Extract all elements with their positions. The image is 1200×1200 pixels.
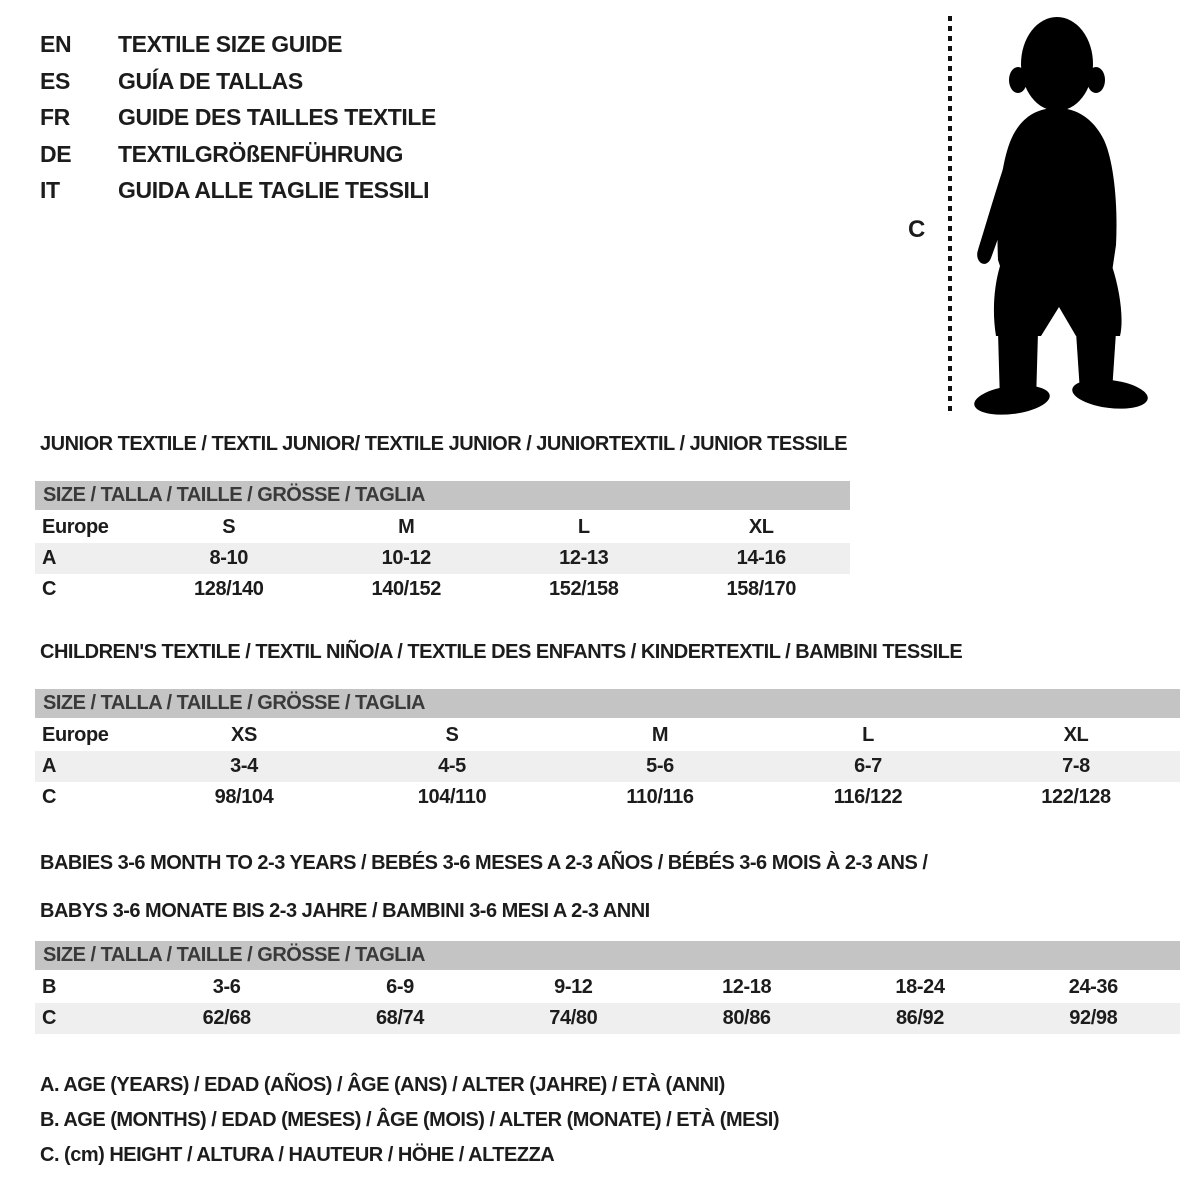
section-title-line1: BABIES 3-6 MONTH TO 2-3 YEARS / BEBÉS 3-6 MESES A 2-3 AÑOS / BÉBÉS 3-6 MOIS À 2-3 ANS / [40,852,928,874]
table-cell: 128/140 [194,578,264,600]
table-cell: S [222,516,236,538]
table-cell: 4-5 [438,755,466,777]
row-label: B [42,976,57,998]
size-header-bar: SIZE / TALLA / TAILLE / GRÖSSE / TAGLIA [35,689,1180,718]
table-cell: 14-16 [736,547,786,569]
table-cell: 140/152 [371,578,441,600]
table-body [35,720,1180,813]
row-label: A [42,547,57,569]
table-cell: 92/98 [1069,1007,1118,1029]
row-label: A [42,755,57,777]
table-cell: 12-18 [722,976,772,998]
footnote-a: A. AGE (YEARS) / EDAD (AÑOS) / ÂGE (ANS) / ALTER (JAHRE) / ETÀ (ANNI) [40,1074,725,1096]
language-code: EN [40,31,72,57]
height-dashed-line [948,16,952,416]
table-row [35,782,1180,813]
row-label: C [42,578,57,600]
table-cell: L [862,724,874,746]
table-cell: 152/158 [549,578,619,600]
language-code: DE [40,140,72,167]
section-title: JUNIOR TEXTILE / TEXTIL JUNIOR/ TEXTILE JUNIOR / JUNIORTEXTIL / JUNIOR TESSILE [40,433,848,455]
table-cell: 8-10 [209,547,248,569]
table-cell: 80/86 [722,1007,771,1029]
table-cell: 158/170 [726,578,796,600]
measure-footnotes [40,1068,779,1173]
table-row [35,512,850,543]
row-label: Europe [42,516,109,538]
table-cell: 24-36 [1068,976,1118,998]
babies-size-table [35,941,1180,1034]
children-size-table [35,689,1180,813]
language-code: FR [40,104,70,130]
table-cell: 122/128 [1041,786,1111,808]
table-cell: XS [231,724,257,746]
size-header-bar: SIZE / TALLA / TAILLE / GRÖSSE / TAGLIA [35,941,1180,970]
table-cell: 110/116 [626,786,694,808]
table-cell: 5-6 [646,755,674,777]
section-children-textile [35,641,1180,813]
table-cell: 3-4 [230,755,258,777]
footnote-b: B. AGE (MONTHS) / EDAD (MESES) / ÂGE (MOIS) / ALTER (MONATE) / ETÀ (MESI) [40,1109,780,1131]
section-title: CHILDREN'S TEXTILE / TEXTIL NIÑO/A / TEXTILE DES ENFANTS / KINDERTEXTIL / BAMBINI TESSILE [40,641,963,663]
language-row-fr [40,99,436,136]
table-row [35,751,1180,782]
section-title [35,846,1180,929]
section-junior-textile [35,433,850,605]
guide-title: TEXTILGRÖßENFÜHRUNG [118,140,403,167]
table-row [35,543,850,574]
table-cell: 7-8 [1062,755,1090,777]
size-header-bar: SIZE / TALLA / TAILLE / GRÖSSE / TAGLIA [35,481,850,510]
language-title-list [40,26,436,209]
table-row [35,574,850,605]
table-cell: XL [748,516,774,538]
section-title-line2: BABYS 3-6 MONATE BIS 2-3 JAHRE / BAMBINI 3-6 MESI A 2-3 ANNI [40,900,650,922]
language-row-es [40,63,436,100]
table-cell: L [577,516,590,538]
table-cell: XL [1063,724,1089,746]
language-row-en [40,26,436,63]
guide-title: GUIDA ALLE TAGLIE TESSILI [118,177,430,203]
table-row [35,1003,1180,1034]
table-cell: 18-24 [895,976,945,998]
language-code: ES [40,67,70,94]
section-babies-textile [35,846,1180,1034]
table-cell: 98/104 [214,786,274,808]
table-cell: 9-12 [554,976,593,998]
table-cell: 68/74 [375,1007,425,1029]
row-label: C [42,786,57,808]
junior-size-table [35,481,850,605]
row-label: C [42,1007,57,1029]
row-label: Europe [42,724,109,746]
table-cell: 62/68 [202,1007,251,1029]
guide-title: GUIDE DES TAILLES TEXTILE [118,104,436,130]
table-cell: 74/80 [549,1007,598,1029]
table-cell: 6-9 [386,976,414,998]
table-body [35,512,850,605]
table-row [35,972,1180,1003]
toddler-silhouette-icon [960,10,1155,420]
language-row-it [40,172,436,209]
table-cell: 116/122 [833,786,903,808]
table-cell: 86/92 [895,1007,944,1029]
guide-title: TEXTILE SIZE GUIDE [118,31,343,57]
table-cell: 10-12 [381,547,431,569]
footnote-c: C. (cm) HEIGHT / ALTURA / HAUTEUR / HÖHE / ALTEZZA [40,1144,555,1166]
table-cell: M [398,516,415,538]
table-cell: M [651,724,669,746]
table-body [35,972,1180,1034]
height-measure-label: C [908,216,925,243]
table-cell: 12-13 [559,547,609,569]
language-row-de [40,136,436,173]
language-code: IT [40,177,60,203]
table-cell: S [445,724,459,746]
table-row [35,720,1180,751]
table-cell: 104/110 [417,786,487,808]
table-cell: 3-6 [212,976,241,998]
guide-title: GUÍA DE TALLAS [118,67,303,94]
table-cell: 6-7 [854,755,882,777]
